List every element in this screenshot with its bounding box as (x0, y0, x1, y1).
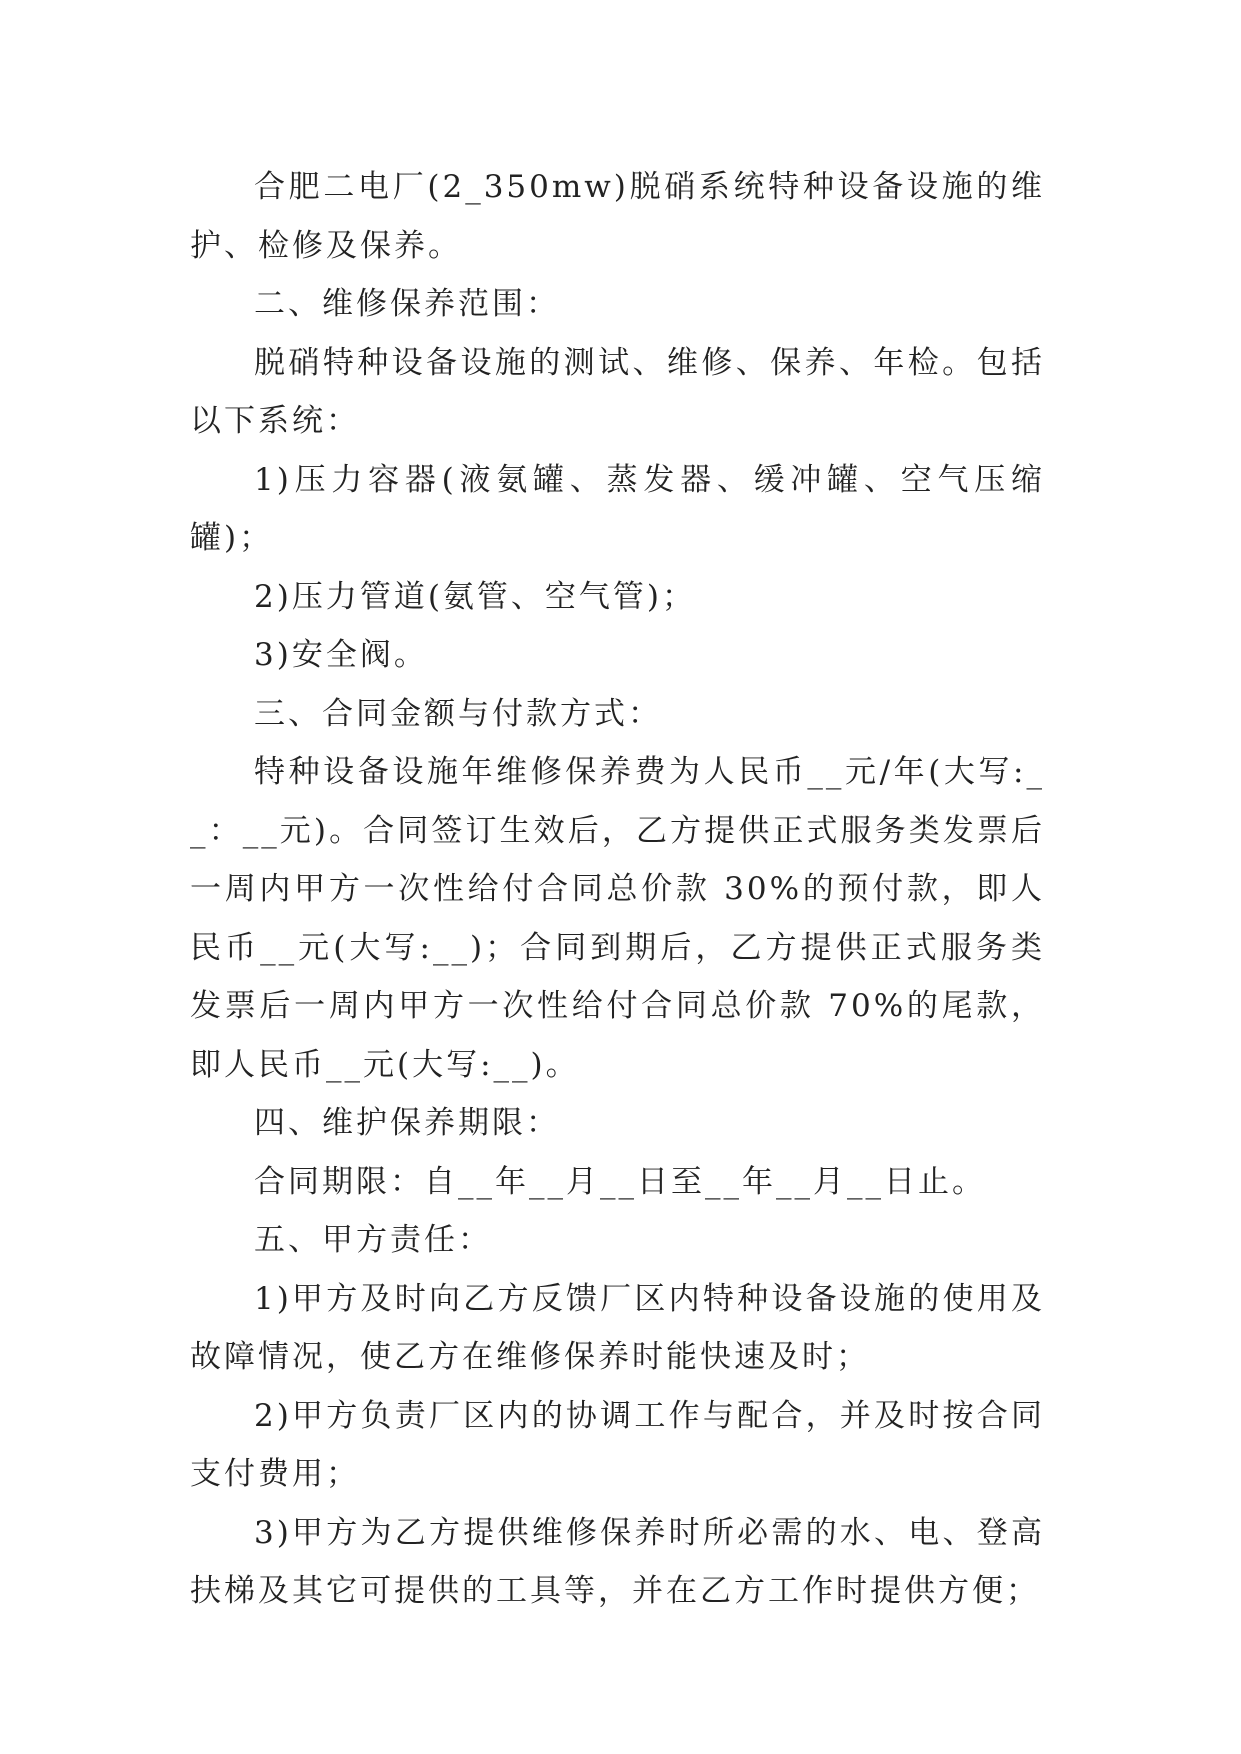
list-item-party-a-duty-3: 3)甲方为乙方提供维修保养时所必需的水、电、登高扶梯及其它可提供的工具等，并在乙方工作时提供方便； (190, 1514, 1045, 1609)
list-item-pressure-pipes: 2)压力管道(氨管、空气管)； (254, 578, 697, 615)
list-item-pressure-vessels: 1)压力容器(液氨罐、蒸发器、缓冲罐、空气压缩罐)； (190, 461, 1045, 556)
paragraph-payment-terms: 特种设备设施年维修保养费为人民币__元/年(大写:__：__元)。合同签订生效后，乙方提供正式服务类发票后一周内甲方一次性给付合同总价款 30%的预付款，即人民币__元(大写:__)；合同到期后，乙方提供正式服务类发票后一周内甲方一次性给付合同总价款 70%的尾款，即人民币__元(大写:__)。 (190, 754, 1045, 1083)
heading-maintenance-period: 四、维护保养期限： (254, 1105, 560, 1141)
paragraph-contract-period: 合同期限：自__年__月__日至__年__月__日止。 (254, 1163, 986, 1200)
heading-maintenance-scope: 二、维修保养范围： (254, 286, 560, 322)
document-body (190, 158, 1045, 1621)
paragraph-scope-intro: 合肥二电厂(2_350mw)脱硝系统特种设备设施的维护、检修及保养。 (190, 169, 1045, 264)
list-item-party-a-duty-2: 2)甲方负责厂区内的协调工作与配合，并及时按合同支付费用； (190, 1397, 1045, 1492)
list-item-safety-valve: 3)安全阀。 (254, 637, 428, 673)
list-item-party-a-duty-1: 1)甲方及时向乙方反馈厂区内特种设备设施的使用及故障情况，使乙方在维修保养时能快速及时； (190, 1280, 1045, 1375)
paragraph-scope-systems: 脱硝特种设备设施的测试、维修、保养、年检。包括以下系统： (190, 344, 1045, 439)
heading-contract-amount: 三、合同金额与付款方式： (254, 695, 662, 732)
heading-party-a-duties: 五、甲方责任： (254, 1222, 492, 1258)
